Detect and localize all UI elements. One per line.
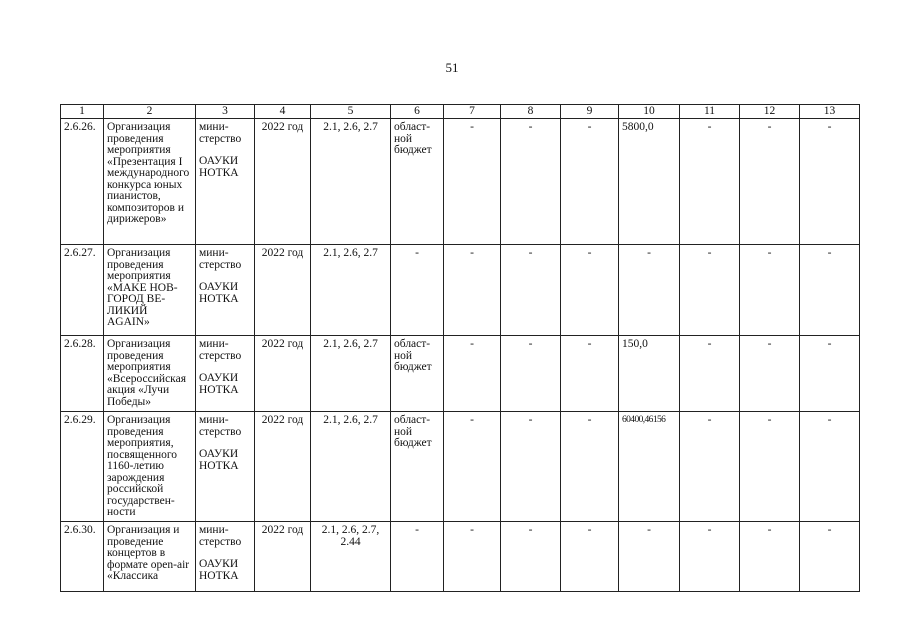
org-ministry: мини-стерство <box>199 121 242 145</box>
org-ministry: мини-стерство <box>199 247 242 271</box>
responsible-org <box>196 245 255 336</box>
row-id: 2.6.29. <box>61 412 104 522</box>
column-header: 3 <box>196 105 255 119</box>
table-header-row <box>61 105 860 119</box>
table-row <box>61 245 860 336</box>
row-id: 2.6.27. <box>61 245 104 336</box>
cell-8: - <box>501 412 561 522</box>
funding-source: област-ной бюджет <box>391 412 444 522</box>
column-header: 7 <box>444 105 501 119</box>
cell-9: - <box>561 522 619 592</box>
cell-10: - <box>619 522 680 592</box>
row-id: 2.6.28. <box>61 336 104 412</box>
cell-7: - <box>444 245 501 336</box>
cell-8: - <box>501 119 561 245</box>
org-institution: ОАУКИ НОТКА <box>199 558 239 582</box>
org-ministry: мини-стерство <box>199 414 242 438</box>
cell-9: - <box>561 119 619 245</box>
activity-name: Организация проведения мероприятия «Презентация I международного конкурса юных пианистов, композиторов и дирижеров» <box>104 119 196 245</box>
cell-13: - <box>800 119 860 245</box>
table-row <box>61 119 860 245</box>
column-header: 8 <box>501 105 561 119</box>
activity-name: Организация проведения мероприятия «MAKE НОВ-ГОРОД ВЕ-ЛИКИЙ AGAIN» <box>104 245 196 336</box>
page-number: 51 <box>445 60 459 75</box>
responsible-org <box>196 412 255 522</box>
activity-name: Организация и проведение концертов в формате open-air «Классика <box>104 522 196 592</box>
responsible-org <box>196 119 255 245</box>
cell-8: - <box>501 245 561 336</box>
cell-11: - <box>680 412 740 522</box>
cell-10: 60400,46156 <box>619 412 680 522</box>
cell-11: - <box>680 522 740 592</box>
funding-source: - <box>391 522 444 592</box>
activity-name: Организация проведения мероприятия «Всероссийская акция «Лучи Победы» <box>104 336 196 412</box>
cell-11: - <box>680 119 740 245</box>
year-cell: 2022 год <box>255 412 311 522</box>
column-header: 1 <box>61 105 104 119</box>
year-cell: 2022 год <box>255 336 311 412</box>
org-institution: ОАУКИ НОТКА <box>199 372 239 396</box>
cell-12: - <box>740 119 800 245</box>
cell-13: - <box>800 412 860 522</box>
org-institution: ОАУКИ НОТКА <box>199 281 239 305</box>
cell-10: - <box>619 245 680 336</box>
column-header: 13 <box>800 105 860 119</box>
table-row <box>61 522 860 592</box>
row-id: 2.6.26. <box>61 119 104 245</box>
column-header: 6 <box>391 105 444 119</box>
column-header: 9 <box>561 105 619 119</box>
year-cell: 2022 год <box>255 119 311 245</box>
cell-7: - <box>444 336 501 412</box>
cell-9: - <box>561 245 619 336</box>
funding-source: - <box>391 245 444 336</box>
org-institution: ОАУКИ НОТКА <box>199 448 239 472</box>
cell-7: - <box>444 119 501 245</box>
year-cell: 2022 год <box>255 522 311 592</box>
cell-11: - <box>680 245 740 336</box>
column-header: 12 <box>740 105 800 119</box>
table-row <box>61 412 860 522</box>
cell-11: - <box>680 336 740 412</box>
refs-cell: 2.1, 2.6, 2.7 <box>311 412 391 522</box>
column-header: 10 <box>619 105 680 119</box>
activities-table <box>60 104 860 592</box>
refs-cell: 2.1, 2.6, 2.7 <box>311 245 391 336</box>
cell-9: - <box>561 336 619 412</box>
column-header: 2 <box>104 105 196 119</box>
cell-12: - <box>740 522 800 592</box>
cell-12: - <box>740 245 800 336</box>
cell-8: - <box>501 336 561 412</box>
cell-10: 150,0 <box>619 336 680 412</box>
activity-name: Организация проведения мероприятия, посвященного 1160-летию зарождения российской государствен-ности <box>104 412 196 522</box>
column-header: 4 <box>255 105 311 119</box>
org-ministry: мини-стерство <box>199 338 242 362</box>
cell-13: - <box>800 522 860 592</box>
cell-7: - <box>444 412 501 522</box>
row-id: 2.6.30. <box>61 522 104 592</box>
org-ministry: мини-стерство <box>199 524 242 548</box>
cell-12: - <box>740 336 800 412</box>
cell-13: - <box>800 245 860 336</box>
responsible-org <box>196 522 255 592</box>
cell-7: - <box>444 522 501 592</box>
responsible-org <box>196 336 255 412</box>
cell-13: - <box>800 336 860 412</box>
cell-8: - <box>501 522 561 592</box>
refs-cell: 2.1, 2.6, 2.7 <box>311 119 391 245</box>
cell-9: - <box>561 412 619 522</box>
year-cell: 2022 год <box>255 245 311 336</box>
table-row <box>61 336 860 412</box>
cell-10: 5800,0 <box>619 119 680 245</box>
org-institution: ОАУКИ НОТКА <box>199 155 239 179</box>
cell-12: - <box>740 412 800 522</box>
refs-cell: 2.1, 2.6, 2.7, 2.44 <box>311 522 391 592</box>
refs-cell: 2.1, 2.6, 2.7 <box>311 336 391 412</box>
funding-source: област-ной бюджет <box>391 119 444 245</box>
column-header: 5 <box>311 105 391 119</box>
column-header: 11 <box>680 105 740 119</box>
funding-source: област-ной бюджет <box>391 336 444 412</box>
